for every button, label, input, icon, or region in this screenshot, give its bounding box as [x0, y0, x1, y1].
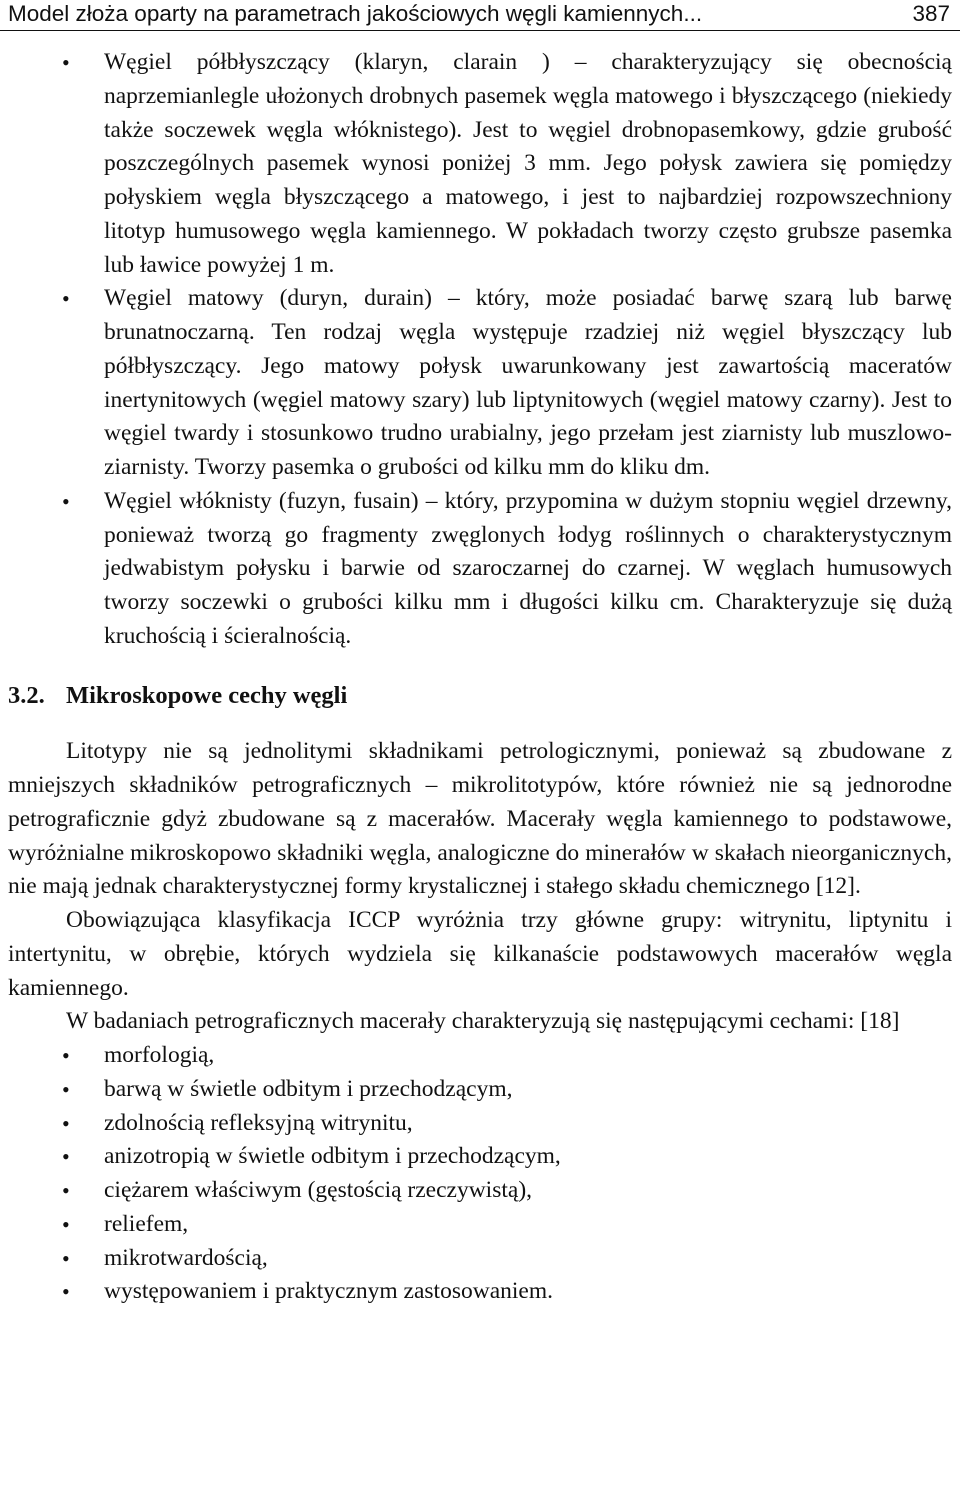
list-item	[0, 282, 960, 485]
list-item	[0, 1174, 960, 1208]
bullet-icon: •	[62, 50, 70, 75]
section-title: Mikroskopowe cechy węgli	[66, 681, 348, 709]
page-number: 387	[912, 1, 950, 26]
body-paragraph: W badaniach petrograficznych macerały charakteryzują się następującymi cechami: [18]	[66, 1008, 900, 1035]
bullet-icon: •	[62, 488, 70, 514]
list-item	[0, 1107, 960, 1141]
coal-types-list	[0, 46, 960, 654]
running-header	[0, 0, 960, 31]
list-item	[0, 46, 960, 282]
list-item	[0, 1140, 960, 1174]
list-item	[0, 485, 960, 654]
bullet-icon: •	[62, 1043, 70, 1068]
bullet-icon: •	[62, 1211, 70, 1237]
list-item-text: zdolnością refleksyjną witrynitu,	[104, 1109, 413, 1136]
list-item-text: mikrotwardością,	[104, 1244, 268, 1271]
bullet-icon: •	[62, 1245, 70, 1271]
list-item	[0, 1039, 960, 1073]
page-body	[0, 46, 960, 1309]
body-paragraph: Obowiązująca klasyfikacja ICCP wyróżnia trzy główne grupy: witrynitu, liptynitu i intertynitu, w obrębie, których wydziela się kilkanaście podstawowych macerałów węgla kamiennego.	[8, 907, 952, 1001]
section-heading	[0, 679, 960, 713]
bullet-icon: •	[62, 1110, 70, 1136]
list-item	[0, 1275, 960, 1309]
list-item	[0, 1208, 960, 1242]
list-item-text: barwą w świetle odbitym i przechodzącym,	[104, 1075, 513, 1102]
bullet-icon: •	[62, 1076, 70, 1102]
list-item	[0, 1073, 960, 1107]
section-number: 3.2.	[8, 681, 45, 709]
bullet-icon: •	[62, 1144, 70, 1170]
list-item-text: anizotropią w świetle odbitym i przechodzącym,	[104, 1143, 561, 1170]
list-item-text: morfologią,	[104, 1042, 215, 1068]
list-item-text: Węgiel włóknisty (fuzyn, fusain) – który, przypomina w dużym stopniu węgiel drzewny, ponieważ tworzą go fragmenty zwęglonych łodyg roślinnych o charakterystycznym jedwabistym połysku i barwie od szaroczarnej do czarnej. W węglach humusowych tworzy soczewki o grubości kilku mm i długości kilku cm. Charakteryzuje się dużą kruchością i ścieralnością.	[104, 487, 952, 649]
bullet-icon: •	[62, 286, 70, 312]
bullet-icon: •	[62, 1178, 70, 1203]
body-paragraph: Litotypy nie są jednolitymi składnikami petrologicznymi, ponieważ są zbudowane z mniejszych składników petrograficznych – mikrolitotypów, które również nie są jednorodne petrograficznie gdyż zbudowane są z macerałów. Macerały węgla kamiennego to podstawowe, wyróżnialne mikroskopowo składniki węgla, analogiczne do minerałów w skałach nieorganicznych, nie mają jednak charakterystycznej formy krystalicznej i stałego składu chemicznego [12].	[8, 738, 952, 900]
list-item-text: ciężarem właściwym (gęstością rzeczywistą),	[104, 1177, 533, 1203]
maceral-features-list	[0, 1039, 960, 1309]
list-item-text: Węgiel matowy (duryn, durain) – który, może posiadać barwę szarą lub barwę brunatnoczarną. Ten rodzaj węgla występuje rzadziej niż węgiel błyszczący lub półbłyszczący. Jego matowy połysk uwarunkowany jest zawartością maceratów inertynitowych (węgiel matowy szary) lub liptynitowych (węgiel matowy czarny). Jest to węgiel twardy i stosunkowo trudno urabialny, jego przełam jest ziarnisty lub muszlowo-ziarnisty. Tworzy pasemka o grubości od kilku mm do kliku dm.	[104, 285, 952, 480]
bullet-icon: •	[62, 1279, 70, 1305]
list-item-text: występowaniem i praktycznym zastosowaniem.	[104, 1278, 553, 1305]
running-header-title: Model złoża oparty na parametrach jakościowych węgli kamiennych...	[8, 1, 703, 26]
list-item-text: reliefem,	[104, 1210, 189, 1237]
list-item-text: Węgiel półbłyszczący (klaryn, clarain ) – charakteryzujący się obecnością naprzemianlegle ułożonych drobnych pasemek węgla matowego i błyszczącego (niekiedy także soczewek węgla włóknistego). Jest to węgiel drobnopasemkowy, gdzie grubość poszczególnych pasemek wynosi poniżej 3 mm. Jego połysk zawiera się pomiędzy połyskiem węgla błyszczącego a matowego, i jest to najbardziej rozpowszechniony litotyp humusowego węgla kamiennego. W pokładach tworzy często grubsze pasemka lub ławice powyżej 1 m.	[104, 49, 952, 278]
list-item	[0, 1242, 960, 1276]
